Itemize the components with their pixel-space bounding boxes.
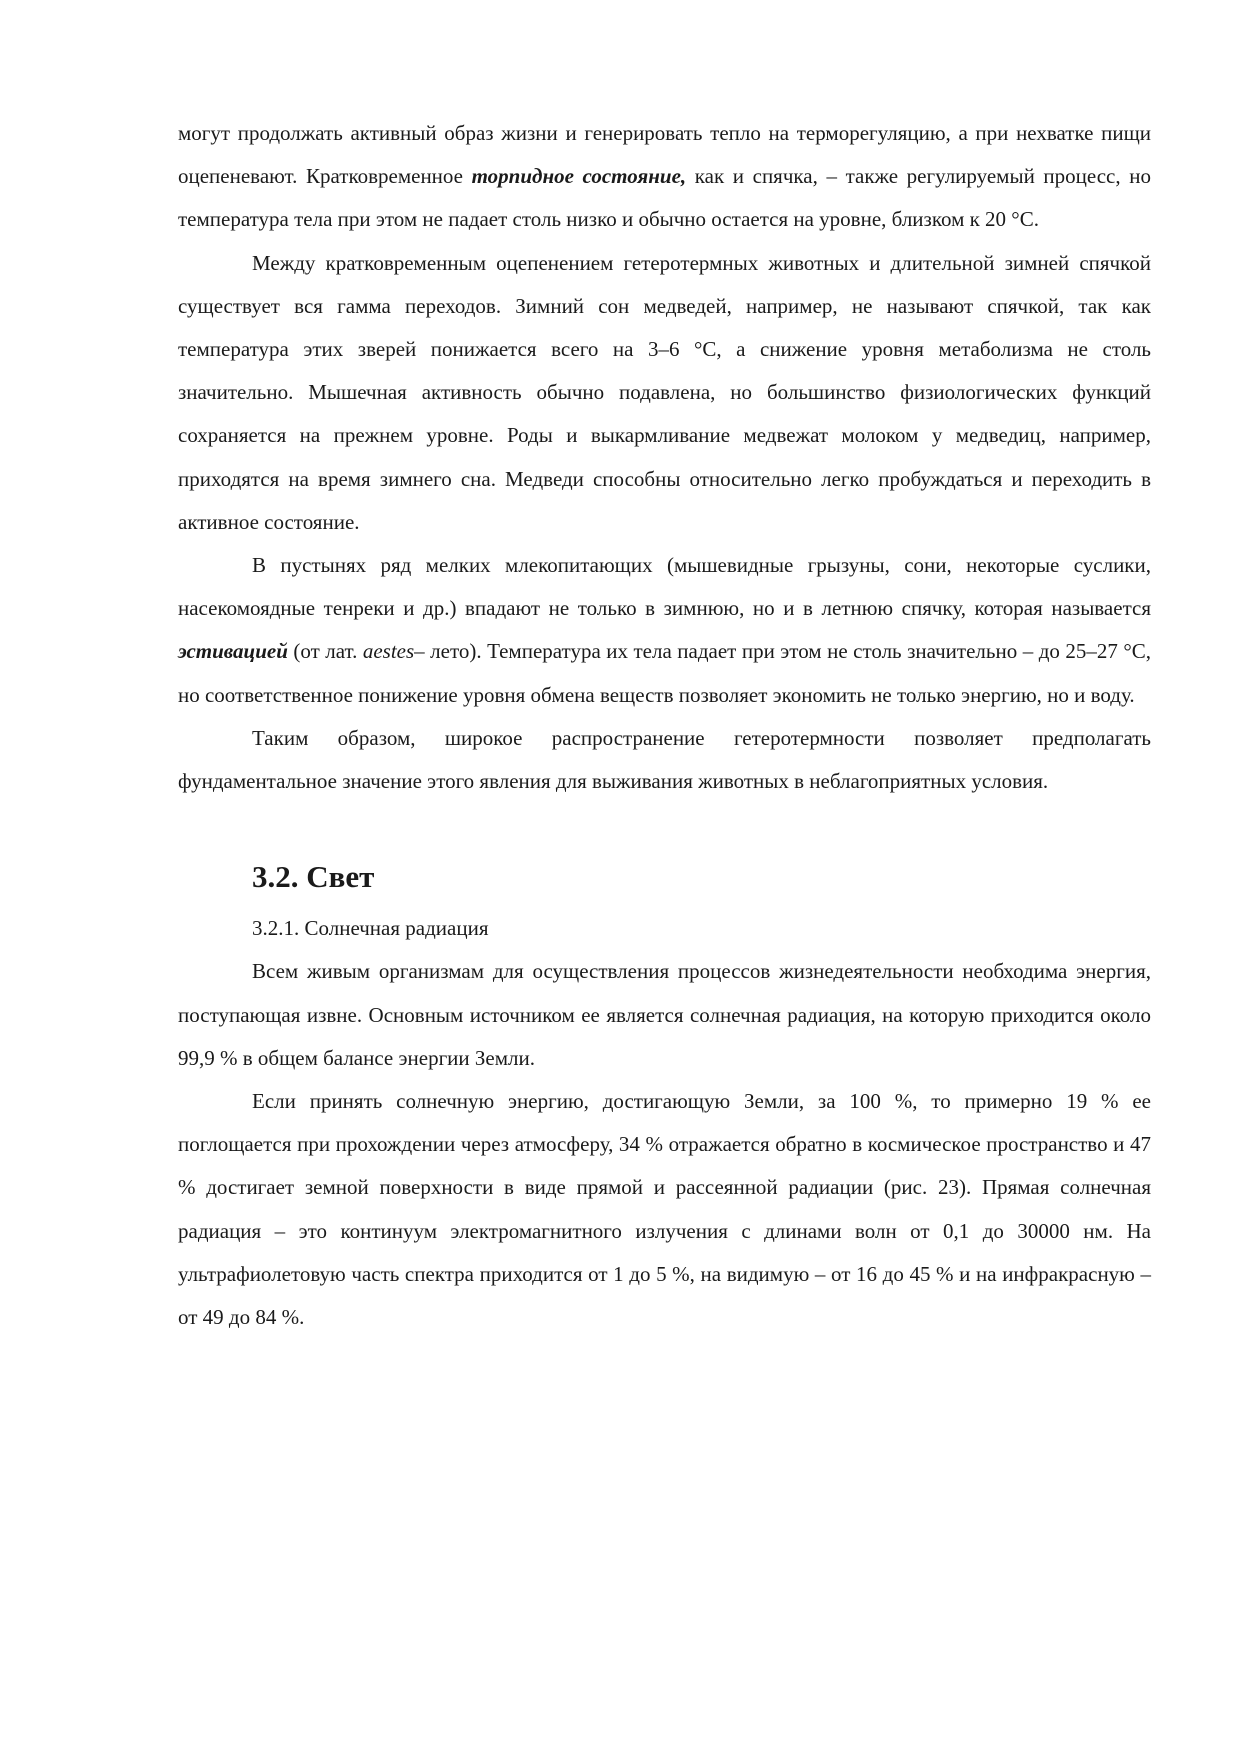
paragraph-text: могут продолжать активный образ жизни и генерировать тепло на терморегуляцию, а при нехватке пищи оцепеневают. Кратковременное <box>178 121 1151 189</box>
subsection-heading: 3.2.1. Солнечная радиация <box>252 916 489 941</box>
paragraph-text: В пустынях ряд мелких млекопитающих (мышевидные грызуны, сони, некоторые суслики, насекомоядные тенреки и др.) впадают не только в зимнюю, но и в летнюю спячку, которая называется <box>178 553 1151 621</box>
paragraph-solar-radiation: Если принять солнечную энергию, достигающую Земли, за 100 %, то примерно 19 % ее поглощается при прохождении через атмосферу, 34 % отражается обратно в космическое пространство и 47 % достигает земной поверхности в виде прямой и рассеянной радиации (рис. 23). Прямая солнечная радиация – это континуум электромагнитного излучения с длинами волн от 0,1 до 30000 нм. На ультрафиолетовую часть спектра приходится от 1 до 5 %, на видимую – от 16 до 45 % и на инфракрасную – от 49 до 84 %. <box>178 1089 1151 1330</box>
paragraph-energy-source: Всем живым организмам для осуществления процессов жизнедеятельности необходима энергия, поступающая извне. Основным источником ее является солнечная радиация, на которую приходится около 99,9 % в общем балансе энергии Земли. <box>178 959 1151 1070</box>
paragraph-text: (от лат. <box>287 639 363 664</box>
emphasized-term: эстивацией <box>178 639 288 664</box>
paragraph-text: как и спячка, – также регулируемый процесс, но температура тела при этом не падает столь низко и обычно остается на уровне, близком к 20 °С. <box>178 164 1151 232</box>
paragraph-bear-winter-sleep: Между кратковременным оцепенением гетеротермных животных и длительной зимней спячкой существует вся гамма переходов. Зимний сон медведей, например, не называют спячкой, так как температура этих зверей понижается всего на 3–6 °С, а снижение уровня метаболизма не столь значительно. Мышечная активность обычно подавлена, но большинство физиологических функций сохраняется на прежнем уровне. Роды и выкармливание медвежат молоком у медведиц, например, приходятся на время зимнего сна. Медведи способны относительно легко пробуждаться и переходить в активное состояние. <box>178 250 1151 534</box>
paragraph-conclusion: Таким образом, широкое распространение гетеротермности позволяет предполагать фундаментальное значение этого явления для выживания животных в неблагоприятных условия. <box>178 725 1151 794</box>
paragraph-estivation <box>178 544 1151 717</box>
section-heading: 3.2. Свет <box>252 859 375 895</box>
emphasized-term: торпидное состояние, <box>471 164 687 189</box>
document-page <box>178 112 1151 1339</box>
paragraph-text: – лето). Температура их тела падает при этом не столь значительно – до 25–27 °С, но соответственное понижение уровня обмена веществ позволяет экономить не только энергию, но и воду. <box>178 639 1152 707</box>
latin-term: aestes <box>362 639 415 664</box>
paragraph-torpid-state <box>178 112 1151 242</box>
